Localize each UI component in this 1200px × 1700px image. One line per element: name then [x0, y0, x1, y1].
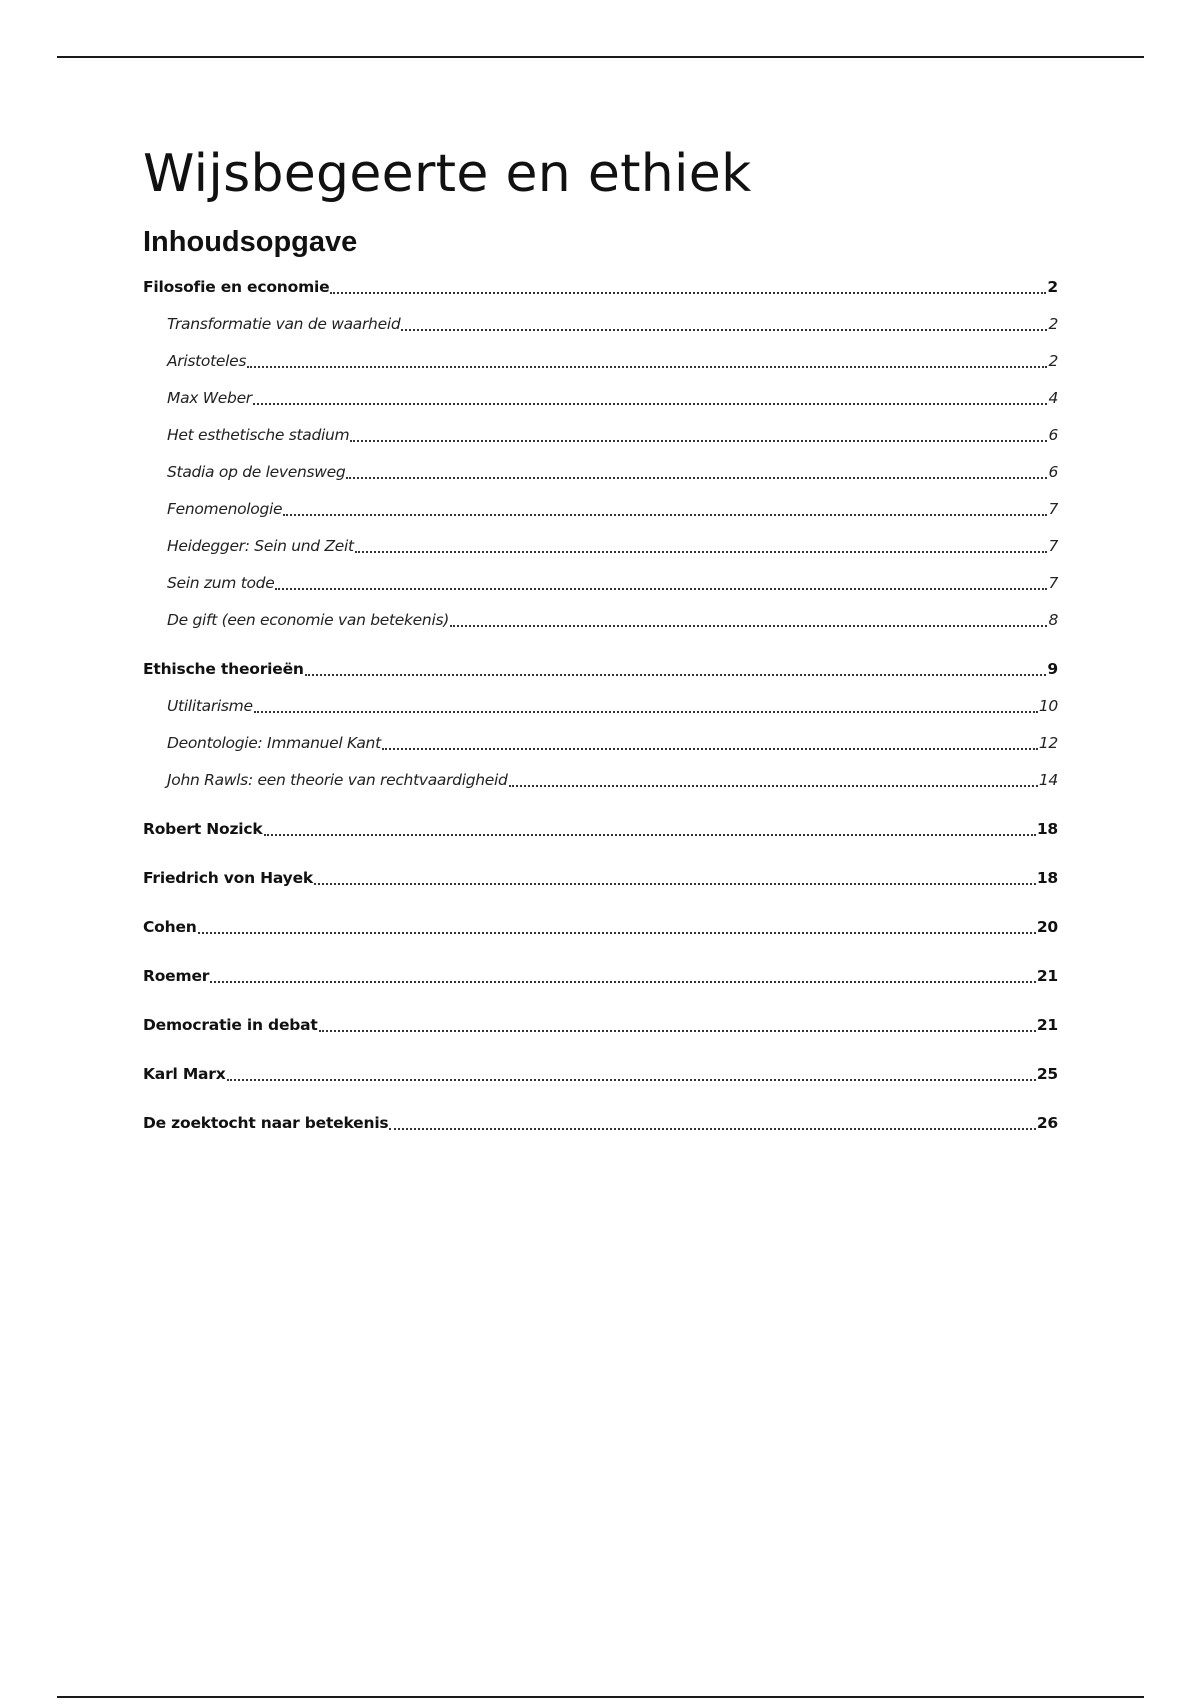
toc-entry[interactable]	[143, 658, 1058, 680]
toc-leader-dots	[450, 625, 1047, 627]
toc-entry-label: Aristoteles	[167, 352, 247, 370]
toc-entry-label: Het esthetische stadium	[167, 426, 350, 444]
toc-entry-page: 6	[1048, 463, 1058, 481]
toc-entry-page: 25	[1036, 1065, 1058, 1083]
toc-entry-label: Cohen	[143, 918, 197, 936]
toc-entry-page: 2	[1048, 352, 1058, 370]
toc-entry[interactable]	[143, 276, 1058, 298]
footer-rule	[57, 1696, 1144, 1698]
toc-entry-label: Heidegger: Sein und Zeit	[167, 537, 354, 555]
toc-entry-label: Roemer	[143, 967, 210, 985]
toc-entry[interactable]	[143, 461, 1058, 483]
toc-entry-label: Friedrich von Hayek	[143, 869, 313, 887]
toc-entry-page: 2	[1047, 278, 1058, 296]
toc-entry-page: 21	[1036, 1016, 1058, 1034]
toc-entry-page: 9	[1047, 660, 1058, 678]
toc-entry-page: 4	[1048, 389, 1058, 407]
toc-entry[interactable]	[143, 572, 1058, 594]
toc-leader-dots	[330, 292, 1046, 294]
toc-leader-dots	[247, 366, 1047, 368]
toc-leader-dots	[227, 1079, 1036, 1081]
toc-entry-page: 12	[1038, 734, 1058, 752]
toc-leader-dots	[283, 514, 1047, 516]
toc-entry-label: Utilitarisme	[167, 697, 253, 715]
toc-entry-page: 10	[1038, 697, 1058, 715]
toc-leader-dots	[264, 834, 1036, 836]
toc-leader-dots	[210, 981, 1036, 983]
toc-entry-label: Deontologie: Immanuel Kant	[167, 734, 381, 752]
toc-entry[interactable]	[143, 1014, 1058, 1036]
toc-entry-page: 21	[1036, 967, 1058, 985]
page-content	[143, 140, 1058, 1134]
toc-entry[interactable]	[143, 350, 1058, 372]
header-rule	[57, 56, 1144, 58]
toc-entry-page: 18	[1036, 869, 1058, 887]
toc-entry-label: Democratie in debat	[143, 1016, 318, 1034]
toc-entry[interactable]	[143, 732, 1058, 754]
toc-entry-page: 18	[1036, 820, 1058, 838]
toc-entry-page: 20	[1036, 918, 1058, 936]
toc-leader-dots	[509, 785, 1038, 787]
toc-entry-label: De gift (een economie van betekenis)	[167, 611, 449, 629]
toc-leader-dots	[254, 711, 1038, 713]
toc-leader-dots	[382, 748, 1038, 750]
toc-entry[interactable]	[143, 818, 1058, 840]
toc-entry[interactable]	[143, 498, 1058, 520]
toc-entry-page: 26	[1036, 1114, 1058, 1132]
toc-entry[interactable]	[143, 1112, 1058, 1134]
toc-leader-dots	[401, 329, 1047, 331]
toc-entry-label: Filosofie en economie	[143, 278, 330, 296]
toc-leader-dots	[275, 588, 1047, 590]
toc-entry-page: 6	[1048, 426, 1058, 444]
toc-leader-dots	[350, 440, 1047, 442]
toc-entry-page: 2	[1048, 315, 1058, 333]
toc-leader-dots	[305, 674, 1047, 676]
toc-entry[interactable]	[143, 1063, 1058, 1085]
toc-leader-dots	[346, 477, 1047, 479]
toc-entry[interactable]	[143, 424, 1058, 446]
toc-entry[interactable]	[143, 387, 1058, 409]
toc-entry[interactable]	[143, 769, 1058, 791]
toc-entry-page: 14	[1038, 771, 1058, 789]
toc-entry[interactable]	[143, 916, 1058, 938]
toc-entry[interactable]	[143, 535, 1058, 557]
toc-entry[interactable]	[143, 965, 1058, 987]
toc-entry-label: Ethische theorieën	[143, 660, 304, 678]
document-title: Wijsbegeerte en ethiek	[143, 144, 752, 204]
toc-entry-label: Stadia op de levensweg	[167, 463, 346, 481]
toc-entry-page: 8	[1048, 611, 1058, 629]
table-of-contents	[143, 276, 1058, 1134]
toc-entry-page: 7	[1048, 537, 1058, 555]
toc-entry[interactable]	[143, 695, 1058, 717]
toc-entry-label: Karl Marx	[143, 1065, 226, 1083]
toc-leader-dots	[389, 1128, 1035, 1130]
toc-leader-dots	[314, 883, 1036, 885]
toc-entry-label: De zoektocht naar betekenis	[143, 1114, 389, 1132]
toc-leader-dots	[198, 932, 1036, 934]
toc-leader-dots	[319, 1030, 1036, 1032]
toc-entry-label: Sein zum tode	[167, 574, 275, 592]
toc-entry-label: Max Weber	[167, 389, 252, 407]
toc-entry-page: 7	[1048, 500, 1058, 518]
toc-entry-label: Fenomenologie	[167, 500, 283, 518]
toc-entry-label: Robert Nozick	[143, 820, 263, 838]
toc-entry[interactable]	[143, 609, 1058, 631]
toc-heading: Inhoudsopgave	[143, 226, 358, 258]
toc-entry-page: 7	[1048, 574, 1058, 592]
toc-entry[interactable]	[143, 313, 1058, 335]
toc-leader-dots	[355, 551, 1047, 553]
toc-entry[interactable]	[143, 867, 1058, 889]
toc-entry-label: Transformatie van de waarheid	[167, 315, 401, 333]
toc-entry-label: John Rawls: een theorie van rechtvaardigheid	[167, 771, 508, 789]
toc-leader-dots	[253, 403, 1047, 405]
